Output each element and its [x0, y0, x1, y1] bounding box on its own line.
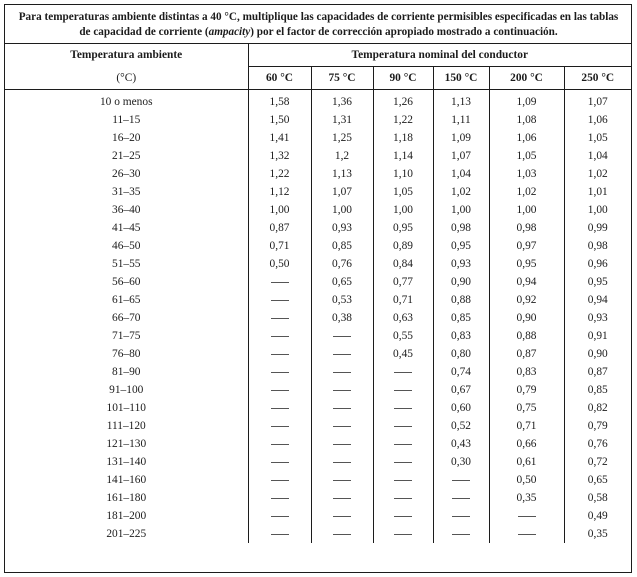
- not-applicable-cell: [311, 345, 373, 363]
- ambient-range-cell: 181–200: [5, 507, 248, 525]
- correction-factor-cell: 0,98: [433, 219, 489, 237]
- table-row: [5, 417, 631, 435]
- not-applicable-cell: [373, 489, 433, 507]
- dash-mark: [333, 462, 351, 463]
- table-row: [5, 147, 631, 165]
- table-row: [5, 507, 631, 525]
- correction-factor-cell: 0,49: [564, 507, 631, 525]
- correction-factor-cell: 0,71: [269, 240, 290, 252]
- correction-factor-cell: 1,08: [489, 111, 564, 129]
- not-applicable-cell: [311, 525, 373, 543]
- correction-factor-cell: 0,90: [489, 309, 564, 327]
- table-row: [5, 363, 631, 381]
- dash-mark: [333, 354, 351, 355]
- table-row: [5, 327, 631, 345]
- table-row: [5, 453, 631, 471]
- ambient-range-cell: 201–225: [5, 525, 248, 543]
- not-applicable-cell: [433, 489, 489, 507]
- ambient-range-cell: 56–60: [5, 273, 248, 291]
- header-row-top: [5, 44, 631, 67]
- dash-mark: [271, 336, 289, 337]
- correction-factor-cell: 1,00: [373, 201, 433, 219]
- correction-factor-cell: 0,93: [433, 255, 489, 273]
- not-applicable-cell: [433, 471, 489, 489]
- dash-mark: [394, 444, 412, 445]
- not-applicable-cell: [489, 507, 564, 525]
- correction-factor-cell: 0,83: [433, 327, 489, 345]
- not-applicable-cell: [311, 453, 373, 471]
- correction-factor-cell: 1,07: [311, 183, 373, 201]
- header-rating: Temperatura nominal del conductor: [248, 44, 631, 67]
- correction-factor-cell: 0,79: [564, 417, 631, 435]
- correction-factor-cell: 1,03: [489, 165, 564, 183]
- dash-mark: [394, 372, 412, 373]
- not-applicable-cell: [311, 435, 373, 453]
- dash-mark: [333, 372, 351, 373]
- correction-factor-cell: 0,85: [564, 381, 631, 399]
- correction-factor-cell: 0,87: [564, 363, 631, 381]
- correction-factor-cell: 0,61: [489, 453, 564, 471]
- header-ambient: Temperatura ambiente: [5, 44, 248, 67]
- ambient-range-cell: 10 o menos: [5, 90, 248, 112]
- note-italic-term: ampacity: [208, 26, 251, 38]
- correction-factor-cell: 1,14: [373, 147, 433, 165]
- correction-factor-cell: 1,32: [269, 150, 290, 162]
- table-body: [5, 90, 631, 544]
- not-applicable-cell: [311, 327, 373, 345]
- not-applicable-cell: [248, 345, 311, 363]
- not-applicable-cell: [373, 435, 433, 453]
- dash-mark: [271, 462, 289, 463]
- dash-mark: [271, 318, 289, 319]
- dash-mark: [271, 372, 289, 373]
- dash-mark: [271, 390, 289, 391]
- table-row: [5, 255, 631, 273]
- dash-mark: [452, 498, 470, 499]
- dash-mark: [394, 390, 412, 391]
- correction-factor-cell: 0,52: [433, 417, 489, 435]
- dash-mark: [271, 444, 289, 445]
- correction-factor-cell: 1,31: [311, 111, 373, 129]
- table-row: [5, 219, 631, 237]
- table-row: [5, 183, 631, 201]
- note-text-part1: Para temperaturas ambiente distintas a 40 °C, multiplique las capacidades de corriente permisibles especificadas en las tablas de capacidad de corriente (: [18, 11, 619, 38]
- ambient-range-cell: 66–70: [5, 309, 248, 327]
- dash-mark: [271, 480, 289, 481]
- correction-factor-cell: 1,07: [564, 90, 631, 112]
- correction-factor-cell: 1,07: [433, 147, 489, 165]
- dash-mark: [394, 408, 412, 409]
- correction-factor-cell: 0,90: [433, 273, 489, 291]
- table-row: [5, 525, 631, 543]
- not-applicable-cell: [248, 273, 311, 291]
- correction-factor-cell: 1,25: [311, 129, 373, 147]
- correction-factor-cell: 0,63: [373, 309, 433, 327]
- correction-factor-cell: 0,77: [373, 273, 433, 291]
- not-applicable-cell: [248, 453, 311, 471]
- not-applicable-cell: [373, 453, 433, 471]
- not-applicable-cell: [433, 525, 489, 543]
- correction-factor-cell: 0,74: [433, 363, 489, 381]
- dash-mark: [394, 516, 412, 517]
- correction-factor-cell: 1,04: [433, 165, 489, 183]
- dash-mark: [333, 534, 351, 535]
- header-col-75: 75 °C: [311, 67, 373, 90]
- table-row: [5, 435, 631, 453]
- correction-factor-cell: 1,41: [269, 132, 290, 144]
- correction-factor-cell: 1,09: [433, 129, 489, 147]
- dash-mark: [394, 426, 412, 427]
- dash-mark: [333, 336, 351, 337]
- correction-factor-cell: 0,35: [489, 489, 564, 507]
- correction-factor-cell: 0,93: [564, 309, 631, 327]
- correction-factor-cell: 1,05: [564, 129, 631, 147]
- correction-factor-cell: 1,06: [489, 129, 564, 147]
- correction-factor-cell: 0,95: [433, 237, 489, 255]
- header-col-250: 250 °C: [564, 67, 631, 90]
- correction-factor-cell: 0,45: [373, 345, 433, 363]
- correction-factor-cell: 0,95: [564, 273, 631, 291]
- correction-factor-cell: 1,01: [564, 183, 631, 201]
- correction-factor-cell: 0,94: [489, 273, 564, 291]
- ambient-range-cell: 36–40: [5, 201, 248, 219]
- ambient-range-cell: 46–50: [5, 237, 248, 255]
- ambient-range-cell: 51–55: [5, 255, 248, 273]
- ambient-range-cell: 31–35: [5, 183, 248, 201]
- dash-mark: [333, 516, 351, 517]
- dash-mark: [271, 534, 289, 535]
- correction-factor-cell: 0,30: [433, 453, 489, 471]
- not-applicable-cell: [489, 525, 564, 543]
- dash-mark: [452, 534, 470, 535]
- correction-factor-cell: 0,55: [373, 327, 433, 345]
- not-applicable-cell: [248, 381, 311, 399]
- not-applicable-cell: [248, 471, 311, 489]
- correction-factor-cell: 1,00: [269, 204, 290, 216]
- dash-mark: [394, 534, 412, 535]
- correction-factor-cell: 0,76: [311, 255, 373, 273]
- correction-factor-cell: 1,09: [489, 90, 564, 112]
- table-row: [5, 90, 631, 112]
- correction-factor-cell: 1,05: [489, 147, 564, 165]
- correction-factor-cell: 1,10: [373, 165, 433, 183]
- dash-mark: [333, 480, 351, 481]
- not-applicable-cell: [373, 363, 433, 381]
- table-row: [5, 129, 631, 147]
- correction-factor-cell: 1,12: [269, 186, 290, 198]
- correction-factor-cell: 0,98: [489, 219, 564, 237]
- correction-factor-cell: 0,38: [311, 309, 373, 327]
- dash-mark: [452, 516, 470, 517]
- correction-factor-cell: 1,2: [311, 147, 373, 165]
- correction-factor-cell: 1,06: [564, 111, 631, 129]
- dash-mark: [333, 444, 351, 445]
- correction-factor-cell: 0,88: [489, 327, 564, 345]
- correction-factor-cell: 0,67: [433, 381, 489, 399]
- correction-factor-cell: 0,95: [489, 255, 564, 273]
- correction-factor-cell: 0,76: [564, 435, 631, 453]
- ambient-range-cell: 121–130: [5, 435, 248, 453]
- correction-factor-cell: 1,02: [489, 183, 564, 201]
- ambient-range-cell: 101–110: [5, 399, 248, 417]
- dash-mark: [271, 408, 289, 409]
- ambient-range-cell: 111–120: [5, 417, 248, 435]
- table-row: [5, 471, 631, 489]
- correction-factor-cell: 0,89: [373, 237, 433, 255]
- header-ambient-unit: (°C): [5, 67, 248, 90]
- correction-factor-cell: 0,99: [564, 219, 631, 237]
- correction-factor-cell: 1,22: [269, 168, 290, 180]
- ambient-range-cell: 71–75: [5, 327, 248, 345]
- table-row: [5, 489, 631, 507]
- correction-factor-cell: 0,96: [564, 255, 631, 273]
- correction-factor-cell: 1,58: [269, 96, 290, 108]
- dash-mark: [271, 426, 289, 427]
- not-applicable-cell: [311, 507, 373, 525]
- table-row: [5, 399, 631, 417]
- table-row: [5, 381, 631, 399]
- table-row: [5, 237, 631, 255]
- not-applicable-cell: [373, 399, 433, 417]
- correction-factor-cell: 0,65: [311, 273, 373, 291]
- table-row: [5, 309, 631, 327]
- table-row: [5, 165, 631, 183]
- ambient-range-cell: 131–140: [5, 453, 248, 471]
- table-row: [5, 345, 631, 363]
- correction-factor-table-panel: [4, 4, 632, 573]
- correction-factor-cell: 1,18: [373, 129, 433, 147]
- not-applicable-cell: [248, 291, 311, 309]
- correction-factor-cell: 0,87: [489, 345, 564, 363]
- table-note: [5, 5, 631, 44]
- table-row: [5, 111, 631, 129]
- header-row-bottom: [5, 67, 631, 90]
- table-row: [5, 291, 631, 309]
- ambient-range-cell: 81–90: [5, 363, 248, 381]
- correction-factor-cell: 1,02: [564, 165, 631, 183]
- ambient-range-cell: 61–65: [5, 291, 248, 309]
- correction-factor-cell: 0,87: [269, 222, 290, 234]
- correction-factor-cell: 1,50: [269, 114, 290, 126]
- correction-factor-cell: 0,93: [311, 219, 373, 237]
- correction-factor-cell: 0,91: [564, 327, 631, 345]
- not-applicable-cell: [373, 381, 433, 399]
- not-applicable-cell: [373, 525, 433, 543]
- not-applicable-cell: [311, 381, 373, 399]
- not-applicable-cell: [311, 417, 373, 435]
- correction-factor-cell: 0,66: [489, 435, 564, 453]
- correction-factor-cell: 0,95: [373, 219, 433, 237]
- dash-mark: [271, 300, 289, 301]
- correction-factor-cell: 1,00: [433, 201, 489, 219]
- correction-factor-cell: 0,71: [489, 417, 564, 435]
- correction-factor-cell: 0,94: [564, 291, 631, 309]
- note-text-part2: ) por el factor de corrección apropiado mostrado a continuación.: [250, 26, 558, 38]
- table-row: [5, 273, 631, 291]
- not-applicable-cell: [248, 435, 311, 453]
- correction-factor-cell: 0,65: [564, 471, 631, 489]
- not-applicable-cell: [311, 399, 373, 417]
- ambient-range-cell: 141–160: [5, 471, 248, 489]
- correction-factor-cell: 0,92: [489, 291, 564, 309]
- correction-factor-cell: 0,98: [564, 237, 631, 255]
- dash-mark: [394, 480, 412, 481]
- table-row: [5, 201, 631, 219]
- correction-factor-cell: 1,11: [433, 111, 489, 129]
- correction-factor-cell: 1,26: [373, 90, 433, 112]
- ambient-range-cell: 76–80: [5, 345, 248, 363]
- correction-factor-cell: 0,50: [269, 258, 290, 270]
- correction-factor-cell: 0,79: [489, 381, 564, 399]
- correction-factor-cell: 0,90: [564, 345, 631, 363]
- correction-factor-cell: 0,58: [564, 489, 631, 507]
- correction-factor-cell: 0,84: [373, 255, 433, 273]
- dash-mark: [271, 516, 289, 517]
- correction-factor-cell: 0,80: [433, 345, 489, 363]
- correction-factor-cell: 1,04: [564, 147, 631, 165]
- not-applicable-cell: [248, 507, 311, 525]
- correction-factor-cell: 1,00: [311, 201, 373, 219]
- correction-factor-cell: 0,82: [564, 399, 631, 417]
- correction-factor-cell: 1,13: [311, 165, 373, 183]
- correction-factor-cell: 1,00: [489, 201, 564, 219]
- ambient-range-cell: 41–45: [5, 219, 248, 237]
- header-col-90: 90 °C: [373, 67, 433, 90]
- ambient-range-cell: 16–20: [5, 129, 248, 147]
- correction-factor-cell: 0,88: [433, 291, 489, 309]
- not-applicable-cell: [248, 489, 311, 507]
- correction-factor-cell: 0,72: [564, 453, 631, 471]
- dash-mark: [271, 498, 289, 499]
- ambient-range-cell: 26–30: [5, 165, 248, 183]
- correction-factor-cell: 1,02: [433, 183, 489, 201]
- dash-mark: [333, 408, 351, 409]
- correction-factor-cell: 0,83: [489, 363, 564, 381]
- correction-factor-cell: 0,43: [433, 435, 489, 453]
- not-applicable-cell: [373, 471, 433, 489]
- correction-factor-cell: 0,60: [433, 399, 489, 417]
- ambient-range-cell: 91–100: [5, 381, 248, 399]
- not-applicable-cell: [311, 471, 373, 489]
- header-col-60: 60 °C: [265, 72, 294, 84]
- not-applicable-cell: [248, 417, 311, 435]
- dash-mark: [452, 480, 470, 481]
- dash-mark: [271, 354, 289, 355]
- dash-mark: [518, 516, 536, 517]
- correction-factor-cell: 1,05: [373, 183, 433, 201]
- correction-factor-cell: 0,75: [489, 399, 564, 417]
- dash-mark: [271, 282, 289, 283]
- dash-mark: [394, 462, 412, 463]
- correction-factor-cell: 1,13: [433, 90, 489, 112]
- correction-factor-table: [5, 44, 631, 543]
- not-applicable-cell: [248, 363, 311, 381]
- dash-mark: [333, 426, 351, 427]
- not-applicable-cell: [248, 327, 311, 345]
- ambient-range-cell: 161–180: [5, 489, 248, 507]
- correction-factor-cell: 1,00: [564, 201, 631, 219]
- ambient-range-cell: 11–15: [5, 111, 248, 129]
- not-applicable-cell: [373, 507, 433, 525]
- dash-mark: [518, 534, 536, 535]
- not-applicable-cell: [433, 507, 489, 525]
- correction-factor-cell: 1,36: [311, 90, 373, 112]
- not-applicable-cell: [311, 489, 373, 507]
- correction-factor-cell: 0,85: [433, 309, 489, 327]
- header-col-150: 150 °C: [433, 67, 489, 90]
- correction-factor-cell: 0,35: [564, 525, 631, 543]
- not-applicable-cell: [248, 399, 311, 417]
- not-applicable-cell: [311, 363, 373, 381]
- dash-mark: [333, 390, 351, 391]
- correction-factor-cell: 0,50: [489, 471, 564, 489]
- correction-factor-cell: 0,71: [373, 291, 433, 309]
- correction-factor-cell: 0,97: [489, 237, 564, 255]
- dash-mark: [394, 498, 412, 499]
- correction-factor-cell: 1,22: [373, 111, 433, 129]
- header-col-200: 200 °C: [489, 67, 564, 90]
- correction-factor-cell: 0,85: [311, 237, 373, 255]
- not-applicable-cell: [248, 525, 311, 543]
- dash-mark: [333, 498, 351, 499]
- ambient-range-cell: 21–25: [5, 147, 248, 165]
- not-applicable-cell: [248, 309, 311, 327]
- not-applicable-cell: [373, 417, 433, 435]
- correction-factor-cell: 0,53: [311, 291, 373, 309]
